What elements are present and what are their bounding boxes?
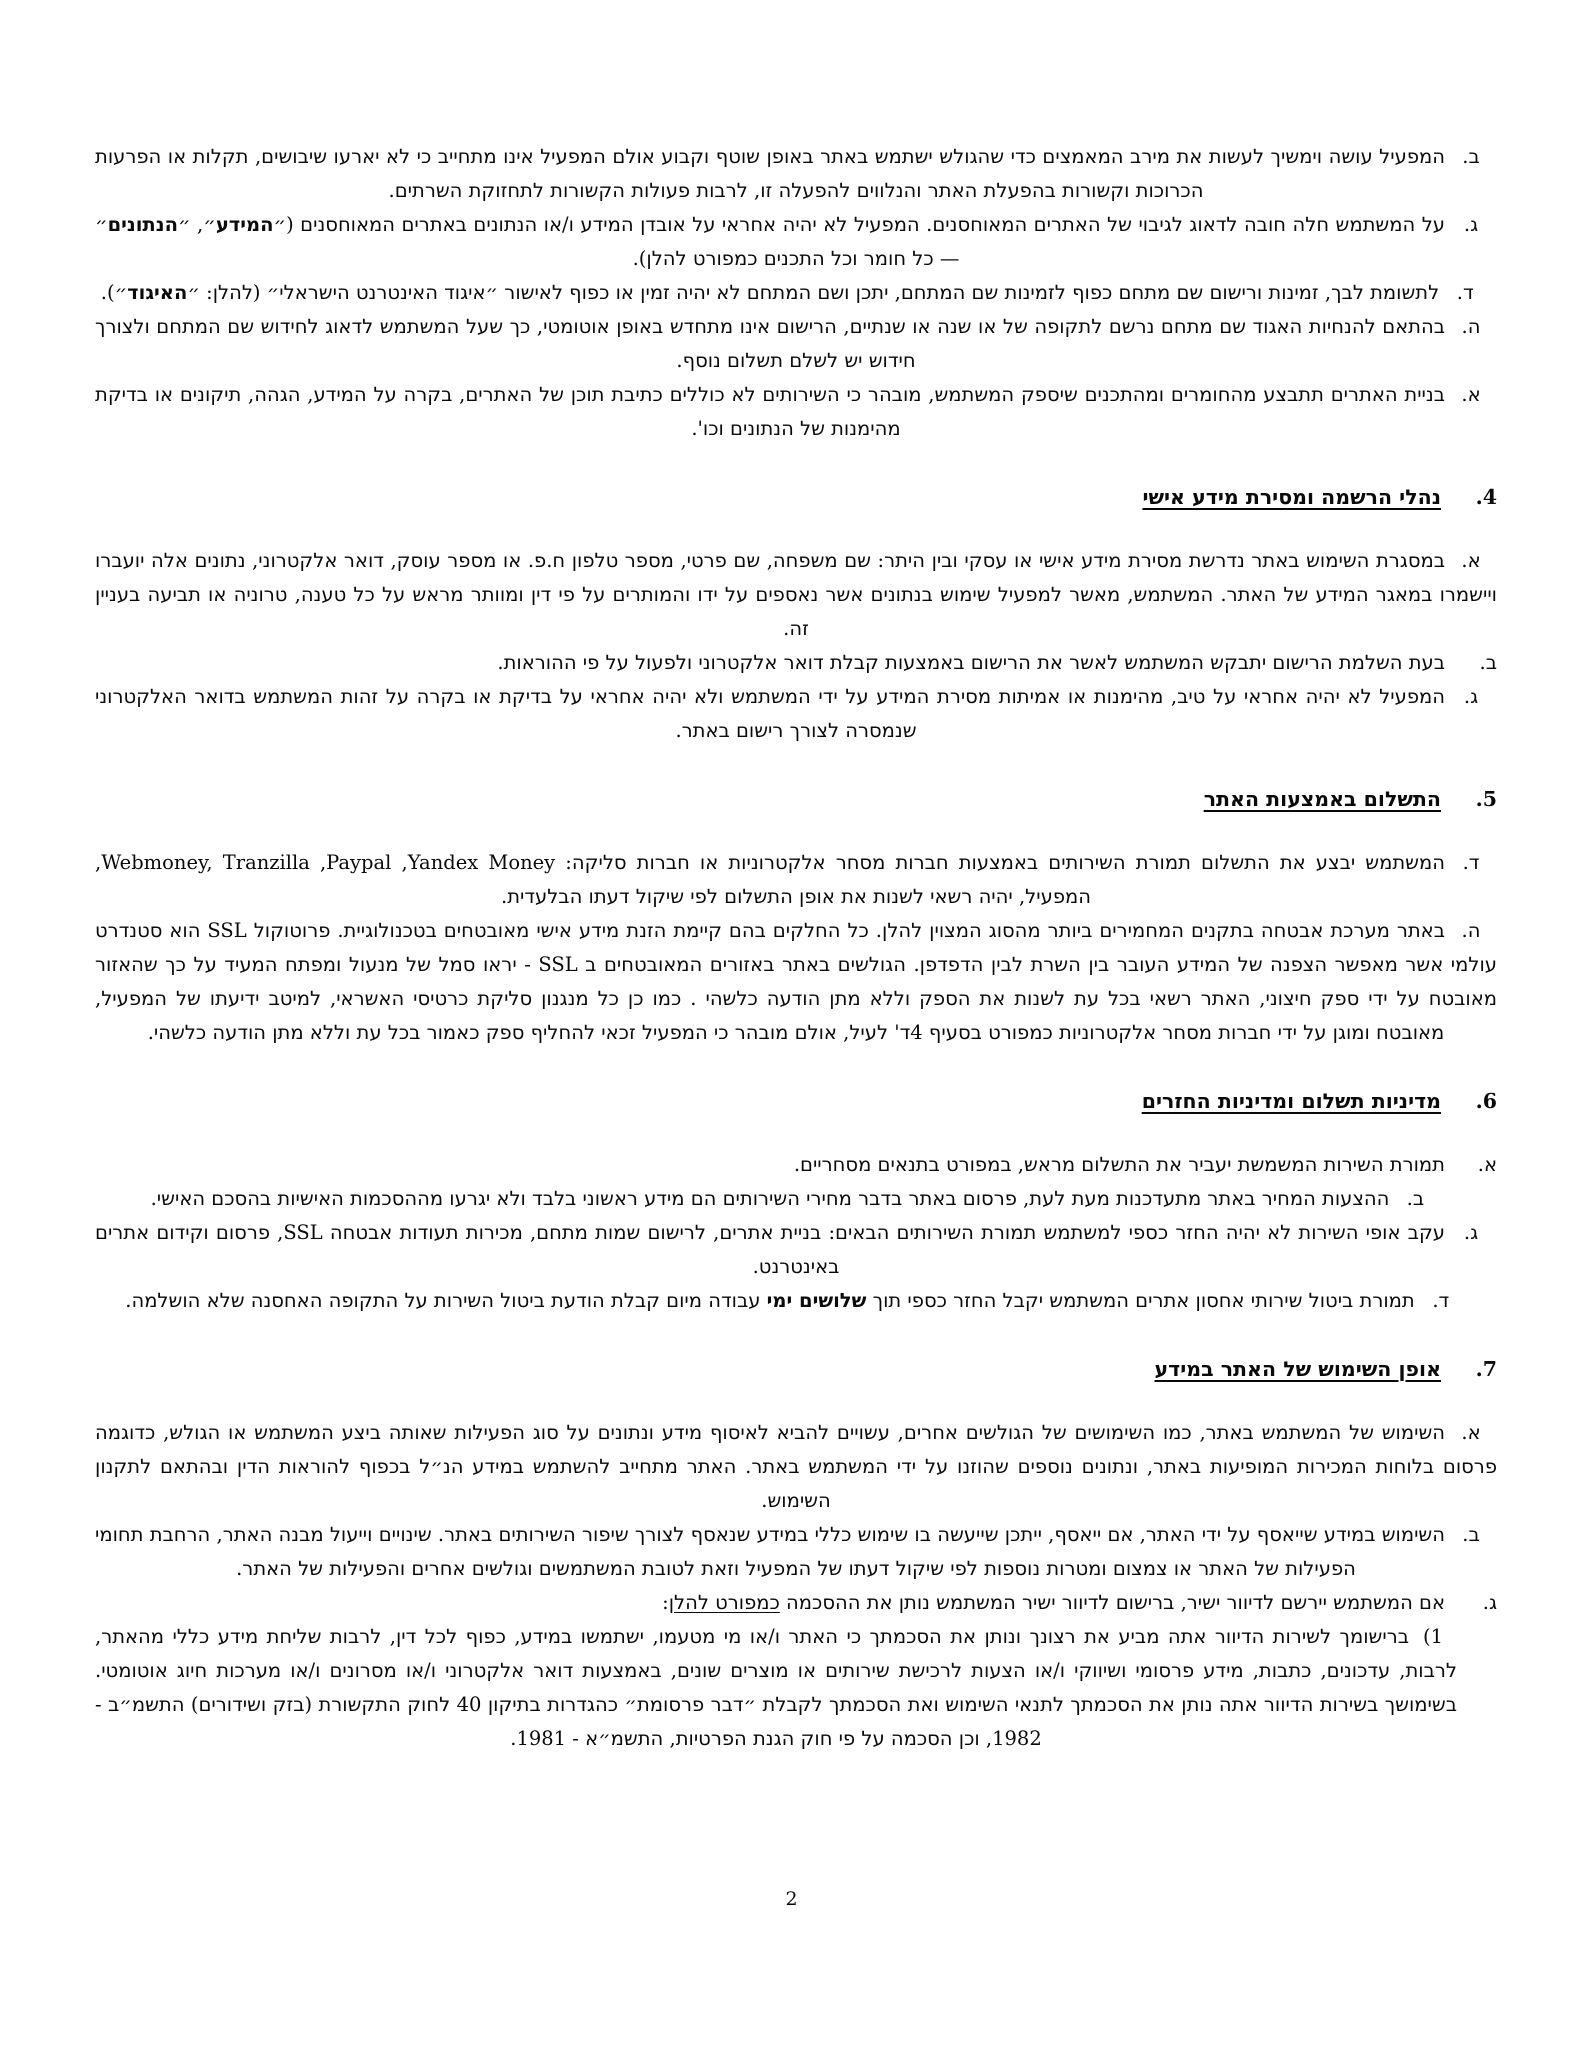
text-run: תמורת השירות המשמשת יעביר את התשלום מראש, במפורט בתנאים מסחריים. bbox=[793, 1153, 1445, 1176]
text-run: המשתמש יבצע את התשלום תמורת השירותים באמצעות חברות מסחר אלקטרוניות או חברות סליקה: Webmoney, Tranzilla ,Paypal ,Yandex Money, המפעיל, יהיה רשאי לשנות את אופן התשלום לפי שיקול דעתו הבלעדית. bbox=[95, 851, 1445, 908]
clause-item bbox=[95, 1416, 1497, 1518]
section-heading bbox=[95, 480, 1497, 514]
text-run: ״, ״ bbox=[177, 213, 216, 236]
clause-marker: ג. bbox=[1463, 1221, 1479, 1244]
clause-marker: ב. bbox=[1462, 1523, 1480, 1546]
text-run: המידע bbox=[215, 213, 274, 236]
clause-marker: ג. bbox=[1482, 1591, 1497, 1614]
text-run: עבודה מיום קבלת הודעת ביטול השירות על התקופה האחסנה שלא הושלמה. bbox=[125, 1289, 767, 1312]
text-run: השימוש במידע שייאסף על ידי האתר, אם ייאסף, ייתכן שייעשה בו שימוש כללי במידע שנאסף לצורך שיפור השירותים באתר. שינויים וייעול מבנה האתר, הרחבת תחומי הפעילות של האתר או צמצום ומטרות נוספות לפי שיקול דעתו של המפעיל וזאת לטובת המשתמשים וגולשים אחרים והפעילות של האתר. bbox=[95, 1523, 1445, 1580]
text-run: ברישומך לשירות הדיוור אתה מביע את רצונך ונותן את הסכמתך כי האתר ו/או מי מטעמו, ישתמשו במידע, כפוף לכל דין, לרבות שליחת מידע כללי מהאתר, לרבות, עדכונים, כתבות, מידע פרסומי ושיווקי ו/או הצעות לרכישת שירותים או מוצרים שונים, באמצעות דואר אלקטרוני ו/או מסרונים ו/או מערכות חיוג אוטומטי. בשימושך בשירות הדיוור אתה נותן את הסכמתך לתנאי השימוש ואת הסכמתך לקבלת ״דבר פרסומת״ כהגדרות בתיקון 40 לחוק התקשורת (בזק ושידורים) התשמ״ב - 1982, וכן הסכמה על פי חוק הגנת הפרטיות, התשמ״א - 1981. bbox=[95, 1625, 1457, 1750]
clause-item bbox=[95, 1182, 1497, 1216]
clause-item bbox=[95, 378, 1497, 446]
section-heading bbox=[95, 1352, 1497, 1386]
clause-item bbox=[95, 914, 1497, 1050]
text-run: תמורת ביטול שירותי אחסון אתרים המשתמש יקבל החזר כספי תוך bbox=[866, 1289, 1415, 1312]
text-run: ההצעות המחיר באתר מתעדכנות מעת לעת, פרסום באתר בדבר מחירי השירותים הם מידע ראשוני בלבד ולא יגרעו מההסכמות האישיות בהסכם האישי. bbox=[150, 1187, 1390, 1210]
clause-text bbox=[95, 919, 1497, 1044]
clause-item bbox=[95, 276, 1497, 310]
text-run: השימוש של המשתמש באתר, כמו השימושים של הגולשים אחרים, עשויים להביא לאיסוף מידע ונתונים על סוג הפעילות שאותה ביצע המשתמש או הגולש, כדוגמה פרסום בלוחות המכירות המופיעות באתר, ונתונים נוספים שהוזנו על ידי המשתמש באתר. האתר מתחייב להשתמש במידע הנ״ל בכפוף להוראות הדין ובהתאם לתקנון השימוש. bbox=[95, 1421, 1497, 1512]
clause-text bbox=[101, 281, 1439, 304]
text-run: המפעיל עושה וימשיך לעשות את מירב המאמצים כדי שהגולש ישתמש באתר באופן שוטף וקבוע אולם המפעיל אינו מתחייב כי לא יארעו שיבושים, תקלות או הפרעות הכרוכות וקשורות בהפעלת האתר והנלווים להפעלה זו, לרבות פעולות הקשורות לתחזוקת השרתים. bbox=[95, 145, 1445, 202]
clause-marker: ב. bbox=[1406, 1187, 1425, 1210]
text-run: האיגוד bbox=[127, 281, 188, 304]
clause-list bbox=[95, 1416, 1497, 1756]
section-number: 6. bbox=[1475, 1089, 1497, 1113]
text-run: כמפורט להלן bbox=[668, 1591, 780, 1614]
text-run: ״). bbox=[100, 281, 128, 304]
clause-marker: 1) bbox=[1422, 1625, 1444, 1648]
clause-marker: ה. bbox=[1461, 315, 1481, 338]
clause-item bbox=[95, 1148, 1497, 1182]
text-run: בעת השלמת הרישום יתבקש המשתמש לאשר את הרישום באמצעות קבלת דואר אלקטרוני ולפעול על פי ההוראות. bbox=[497, 651, 1445, 674]
clause-item bbox=[95, 140, 1497, 208]
document-content bbox=[95, 140, 1497, 1756]
clause-text bbox=[95, 383, 1445, 440]
clause-text bbox=[794, 1153, 1445, 1176]
text-run: עקב אופי השירות לא יהיה החזר כספי למשתמש תמורת השירותים הבאים: בניית אתרים, לרישום שמות מתחם, מכירות תעודות אבטחה SSL, פרסום וקידום אתרים באינטרנט. bbox=[95, 1221, 1445, 1278]
section-number: 7. bbox=[1475, 1357, 1497, 1381]
clause-item bbox=[95, 310, 1497, 378]
clause-item bbox=[95, 1216, 1497, 1284]
clause-marker: ג. bbox=[1463, 685, 1479, 708]
clause-marker: ג. bbox=[1463, 213, 1479, 236]
clause-item bbox=[95, 1518, 1497, 1586]
text-run: ״— כל חומר וכל התכנים כמפורט להלן). bbox=[95, 213, 960, 270]
clause-list bbox=[95, 544, 1497, 748]
clause-text bbox=[151, 1187, 1390, 1210]
section-heading bbox=[95, 1084, 1497, 1118]
clause-marker: א. bbox=[1461, 1421, 1481, 1444]
clause-text bbox=[125, 1289, 1414, 1312]
clause-text bbox=[95, 685, 1445, 742]
text-run: לתשומת לבך, זמינות ורישום שם מתחם כפוף לזמינות שם המתחם, יתכן ושם המתחם לא יהיה זמין או כפוף לאישור ״איגוד האינטרנט הישראלי״ (להלן: ״ bbox=[187, 281, 1440, 304]
clause-text bbox=[95, 315, 1445, 372]
text-run: אם המשתמש יירשם לדיוור ישיר, ברישום לדיוור ישיר המשתמש נותן את ההסכמה bbox=[779, 1591, 1445, 1614]
clause-marker: ד. bbox=[1432, 1289, 1450, 1312]
text-run: במסגרת השימוש באתר נדרשת מסירת מידע אישי או עסקי ובין היתר: שם משפחה, שם פרטי, מספר טלפון ח.פ. או מספר עוסק, דואר אלקטרוני, נתונים אלה יועברו ויישמרו במאגר המידע של האתר. המשתמש, מאשר למפעיל שימוש בנתונים אשר נאספים על ידו והמותרים על פי דין ומוותר מראש על כל טענה, טרוניה או תביעה בעניין זה. bbox=[95, 549, 1497, 640]
clause-item bbox=[95, 846, 1497, 914]
clause-item bbox=[95, 1586, 1497, 1620]
section-heading bbox=[95, 782, 1497, 816]
clause-list bbox=[95, 846, 1497, 1050]
clause-marker: ב. bbox=[1462, 145, 1480, 168]
clause-text bbox=[95, 549, 1497, 640]
text-run: שלושים ימי bbox=[766, 1289, 867, 1312]
clause-marker: ד. bbox=[1456, 281, 1474, 304]
clause-text bbox=[95, 1221, 1445, 1278]
clause-text bbox=[95, 145, 1445, 202]
clause-marker: ד. bbox=[1462, 851, 1480, 874]
clause-item bbox=[95, 208, 1497, 276]
clause-item bbox=[95, 1284, 1497, 1318]
clause-text bbox=[497, 651, 1445, 674]
clause-text bbox=[662, 1591, 1445, 1614]
clause-marker: ה. bbox=[1461, 919, 1481, 942]
section-title: מדיניות תשלום ומדיניות החזרים bbox=[1141, 1089, 1441, 1113]
section-title: התשלום באמצעות האתר bbox=[1203, 787, 1441, 811]
text-run: הנתונים bbox=[107, 213, 178, 236]
text-run: המפעיל לא יהיה אחראי על טיב, מהימנות או אמיתות מסירת המידע על ידי המשתמש ולא יהיה אחראי על בדיקת או בקרה על זהות המשתמש בדואר האלקטרוני שנמסרה לצורך רישום באתר. bbox=[95, 685, 1445, 742]
sub-clause-item bbox=[95, 1620, 1497, 1756]
clause-text bbox=[95, 851, 1445, 908]
clause-text bbox=[95, 1523, 1445, 1580]
clause-text bbox=[95, 213, 1445, 270]
clause-item bbox=[95, 544, 1497, 646]
section-title: אופן השימוש של האתר במידע bbox=[1154, 1357, 1441, 1381]
clause-marker: א. bbox=[1477, 1153, 1497, 1176]
page-number: 2 bbox=[785, 1888, 798, 1910]
clause-item bbox=[95, 646, 1497, 680]
clause-item bbox=[95, 680, 1497, 748]
clause-list bbox=[95, 140, 1497, 446]
section-number: 4. bbox=[1475, 485, 1497, 509]
text-run: : bbox=[662, 1591, 669, 1614]
clause-marker: א. bbox=[1461, 383, 1481, 406]
clause-marker: א. bbox=[1461, 549, 1481, 572]
clause-text bbox=[95, 1625, 1457, 1750]
clause-text bbox=[95, 1421, 1497, 1512]
clause-marker: ב. bbox=[1479, 651, 1497, 674]
section-title: נהלי הרשמה ומסירת מידע אישי bbox=[1142, 485, 1441, 509]
section-number: 5. bbox=[1475, 787, 1497, 811]
text-run: בהתאם להנחיות האגוד שם מתחם נרשם לתקופה של או שנה או שנתיים, הרישום אינו מתחדש באופן אוטומטי, כך שעל המשתמש לדאוג לחידוש שם המתחם ולצורך חידוש יש לשלם תשלום נוסף. bbox=[95, 315, 1445, 372]
text-run: בניית האתרים תתבצע מהחומרים ומהתכנים שיספק המשתמש, מובהר כי השירותים לא כוללים כתיבת תוכן של האתרים, בקרה על המידע, הגהה, תיקונים או בדיקת מהימנות של הנתונים וכו'. bbox=[95, 383, 1445, 440]
text-run: על המשתמש חלה חובה לדאוג לגיבוי של האתרים המאוחסנים. המפעיל לא יהיה אחראי על אובדן המידע ו/או הנתונים באתרים המאוחסנים (״ bbox=[273, 213, 1445, 236]
clause-list bbox=[95, 1148, 1497, 1318]
text-run: באתר מערכת אבטחה בתקנים המחמירים ביותר מהסוג המצוין להלן. כל החלקים בהם קיימת הזנת מידע אישי מאובטחים בטכנולוגיית. פרוטוקול SSL הוא סטנדרט עולמי אשר מאפשר הצפנה של המידע העובר בין השרת לבין הדפדפן. הגולשים באתר באזורים המאובטחים ב SSL - יראו סמל של מנעול ומפתח המעיד על כך שהאזור מאובטח על ידי ספק חיצוני, האתר רשאי בכל עת לשנות את הספק וללא מתן הודעה כלשהי . כמו כן כל מנגנון סליקת כרטיסי האשראי, למיטב ידיעתו של המפעיל, מאובטח ומוגן על ידי חברות מסחר אלקטרוניות כמפורט בסעיף 4ד' לעיל, אולם מובהר כי המפעיל זכאי להחליף ספק כאמור בכל עת וללא מתן הודעה כלשהי. bbox=[95, 919, 1497, 1044]
